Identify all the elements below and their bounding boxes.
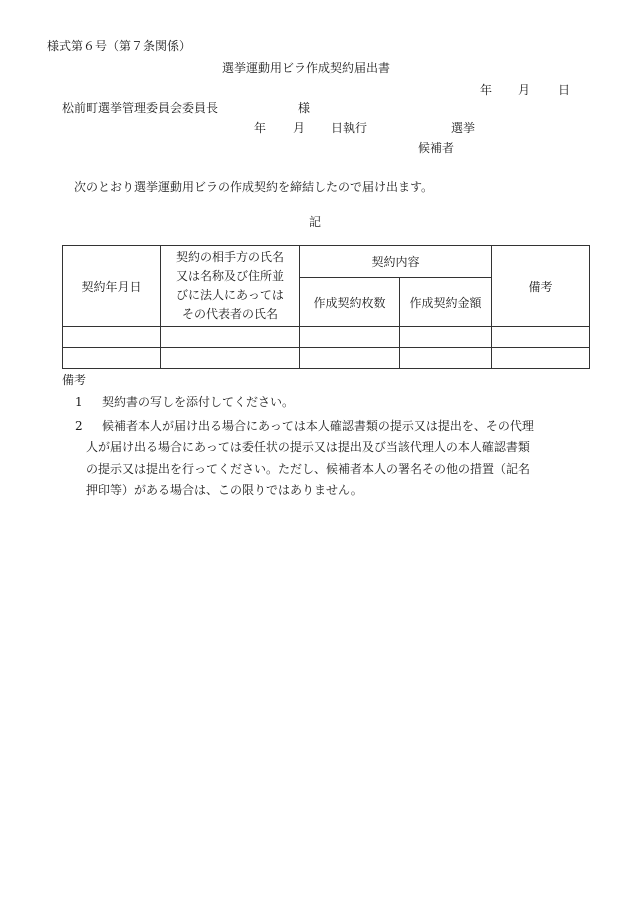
table-cell[interactable] (492, 327, 590, 348)
header-remarks: 備考 (492, 246, 590, 327)
addressee-honorific: 様 (298, 101, 311, 115)
note-item (62, 416, 592, 502)
header-contract-party (161, 246, 300, 327)
date-year-label: 年 (480, 83, 493, 97)
header-contract-amount: 作成契約金額 (400, 278, 492, 327)
header-contract-party-line: 契約の相手方の氏名 (175, 250, 284, 264)
note-text: 契約書の写しを添付してください。 (102, 395, 295, 409)
header-contract-contents: 契約内容 (300, 246, 492, 278)
addressee-name: 松前町選挙管理委員会委員長 (62, 101, 219, 115)
date-day-label: 日 (558, 83, 571, 97)
intro-statement: 次のとおり選挙運動用ビラの作成契約を締結したので届け出ます。 (74, 180, 434, 194)
table-row (63, 348, 590, 369)
contract-table (62, 245, 590, 369)
table-cell[interactable] (161, 327, 300, 348)
election-month-label: 月 (293, 121, 306, 135)
table-cell[interactable] (63, 327, 161, 348)
notes-section (62, 372, 592, 502)
table-cell[interactable] (492, 348, 590, 369)
election-label: 選挙 (451, 121, 476, 135)
note-text-line: 押印等）がある場合は、この限りではありません。 (86, 483, 363, 497)
table-row (63, 327, 590, 348)
header-contract-party-line: その代表者の氏名 (181, 307, 278, 321)
election-year-label: 年 (254, 121, 267, 135)
notes-heading: 備考 (62, 373, 87, 387)
note-text-line: の提示又は提出を行ってください。ただし、候補者本人の署名その他の措置（記名 (86, 461, 531, 476)
header-contract-count: 作成契約枚数 (300, 278, 400, 327)
table-cell[interactable] (300, 327, 400, 348)
header-contract-date: 契約年月日 (63, 246, 161, 327)
table-cell[interactable] (400, 327, 492, 348)
candidate-label: 候補者 (418, 141, 455, 155)
election-day-executed-label: 日執行 (331, 121, 368, 135)
table-cell[interactable] (161, 348, 300, 369)
header-contract-party-line: びに法人にあっては (176, 288, 284, 302)
note-text-line: 人が届け出る場合にあっては委任状の提示又は提出及び当該代理人の本人確認書類 (86, 440, 530, 454)
note-number: 2 (75, 418, 83, 433)
date-month-label: 月 (518, 83, 531, 97)
note-number: 1 (75, 395, 83, 409)
header-contract-party-line: 又は名称及び住所並 (175, 269, 284, 283)
form-number: 様式第６号（第７条関係） (47, 39, 192, 53)
note-item (62, 392, 592, 414)
note-text-line: 候補者本人が届け出る場合にあっては本人確認書類の提示又は提出を、その代理 (102, 418, 534, 433)
document-title: 選挙運動用ビラ作成契約届出書 (222, 61, 391, 75)
table-cell[interactable] (63, 348, 161, 369)
table-cell[interactable] (400, 348, 492, 369)
table-cell[interactable] (300, 348, 400, 369)
ki-heading: 記 (309, 215, 322, 229)
